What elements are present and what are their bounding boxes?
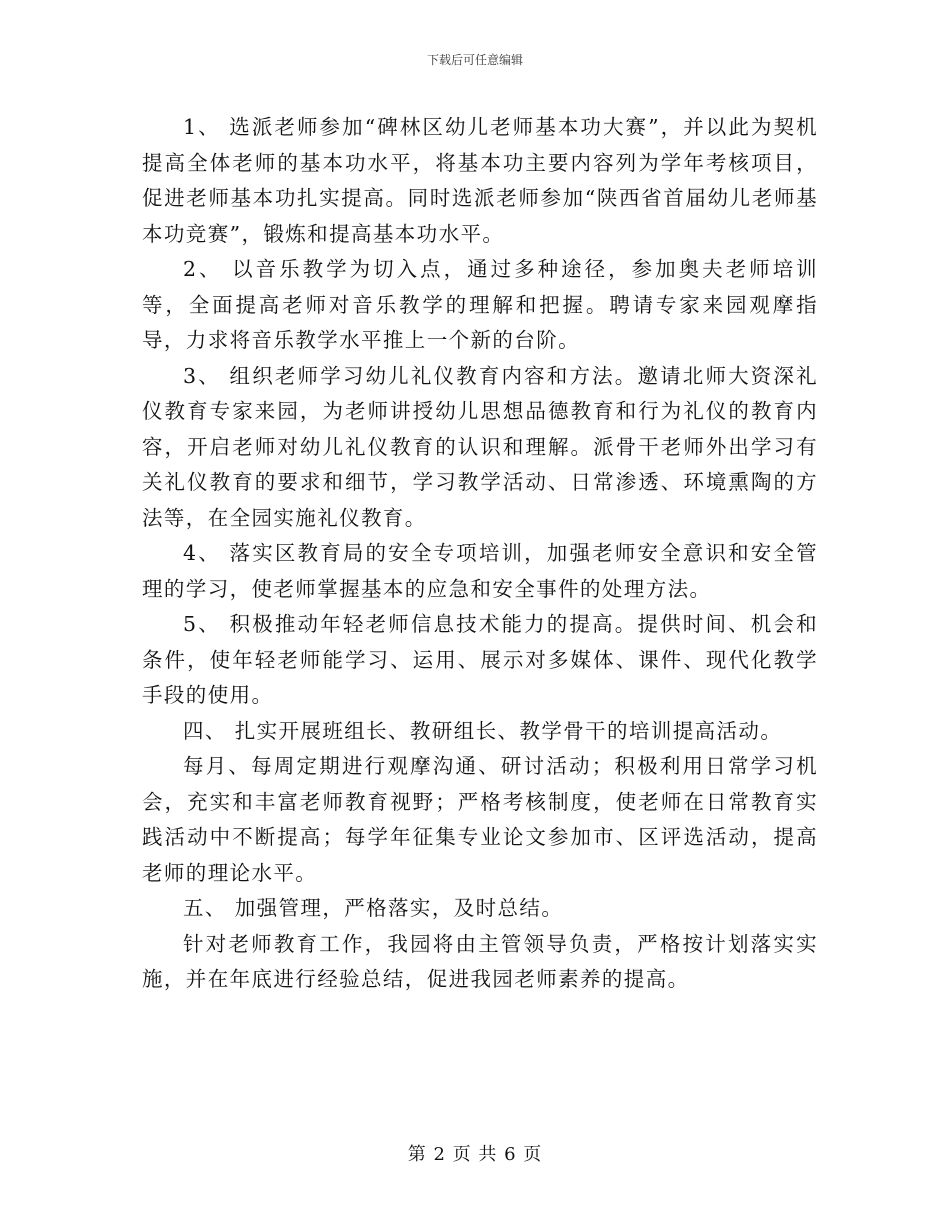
paragraph-item-3: 3、 组织老师学习幼儿礼仪教育内容和方法。邀请北师大资深礼仪教育专家来园，为老师讲授幼儿思想品德教育和行为礼仪的教育内容，开启老师对幼儿礼仪教育的认识和理解。派骨干老师外出学习有关礼仪教育的要求和细节，学习教学活动、日常渗透、环境熏陶的方法等，在全园实施礼仪教育。	[142, 363, 818, 530]
paragraph-item-4: 4、 落实区教育局的安全专项培训，加强老师安全意识和安全管理的学习，使老师掌握基本的应急和安全事件的处理方法。	[142, 541, 818, 601]
footer-middle: 页 共	[452, 1144, 498, 1165]
paragraph-item-2: 2、 以音乐教学为切入点，通过多种途径，参加奥夫老师培训等，全面提高老师对音乐教学的理解和把握。聘请专家来园观摩指导，力求将音乐教学水平推上一个新的台阶。	[142, 257, 818, 352]
paragraph-item-1: 1、 选派老师参加“碑林区幼儿老师基本功大赛”，并以此为契机提高全体老师的基本功水平，将基本功主要内容列为学年考核项目，促进老师基本功扎实提高。同时选派老师参加“陕西省首届幼儿老师基本功竞赛”，锻炼和提高基本功水平。	[142, 115, 818, 246]
document-body	[142, 110, 818, 998]
section-heading-four: 四、 扎实开展班组长、教研组长、教学骨干的培训提高活动。	[183, 718, 783, 743]
page-header: 下载后可任意编辑	[426, 53, 523, 67]
paragraph-section-four-body: 每月、每周定期进行观摩沟通、研讨活动；积极利用日常学习机会，充实和丰富老师教育视野；严格考核制度，使老师在日常教育实践活动中不断提高；每学年征集专业论文参加市、区评选活动，提高老师的理论水平。	[142, 754, 818, 885]
paragraph-item-5: 5、 积极推动年轻老师信息技术能力的提高。提供时间、机会和条件，使年轻老师能学习、运用、展示对多媒体、课件、现代化教学手段的使用。	[142, 612, 818, 707]
total-pages-number: 6	[504, 1144, 517, 1165]
page-footer	[0, 1143, 950, 1167]
footer-prefix: 第	[407, 1144, 427, 1165]
section-heading-five: 五、 加强管理，严格落实，及时总结。	[183, 896, 564, 920]
paragraph-section-five-body: 针对老师教育工作，我园将由主管领导负责，严格按计划落实实施，并在年底进行经验总结，促进我园老师素养的提高。	[142, 931, 818, 991]
footer-suffix: 页	[523, 1144, 543, 1165]
current-page-number: 2	[433, 1144, 446, 1165]
